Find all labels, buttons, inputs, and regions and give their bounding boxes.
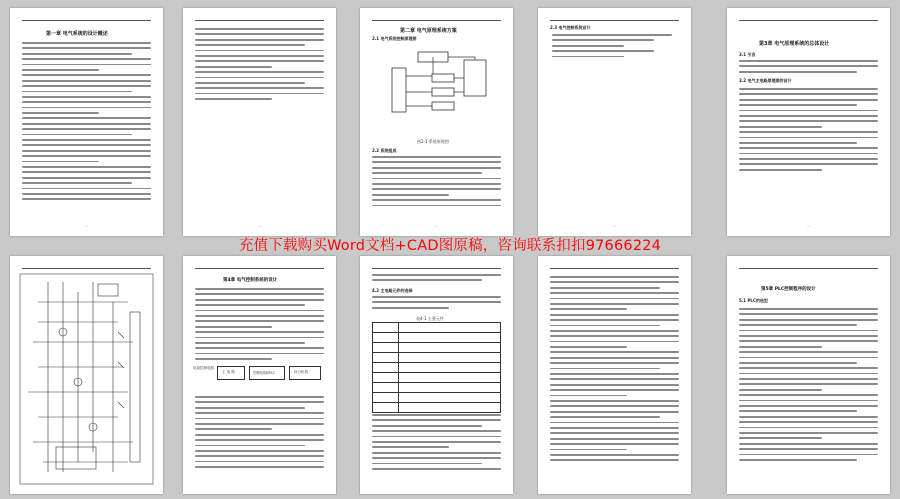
page-footer: —: [85, 224, 88, 228]
body-text: [22, 42, 151, 204]
section-heading: 3.1 引言: [739, 52, 756, 57]
body-text: [372, 296, 501, 312]
document-page-4[interactable]: [538, 8, 691, 236]
section-heading: 5.1 PLC的选型: [739, 298, 768, 303]
flow-box-control: [249, 366, 285, 380]
body-text: [552, 34, 672, 61]
document-page-3[interactable]: [360, 8, 513, 236]
page-header: [550, 263, 679, 269]
flow-box-label: 执行机构: [294, 370, 308, 374]
document-page-6[interactable]: [10, 256, 163, 494]
page-title: 第二章 电气原理系统方案: [400, 28, 457, 34]
section-heading: 2.1 电气系统控制原理图: [372, 36, 417, 41]
page-header: [739, 263, 878, 269]
page-header: [195, 15, 324, 21]
body-text: [372, 274, 501, 285]
page-header: [22, 263, 151, 269]
section-heading: 4.2 主电路元件的选择: [372, 288, 413, 293]
page-header: [195, 263, 324, 269]
page-header: [372, 15, 501, 21]
electrical-schematic-drawing: [18, 272, 155, 486]
document-page-2[interactable]: [183, 8, 336, 236]
page-footer: —: [435, 224, 438, 228]
flow-box-label: 控制电路和PLC: [253, 371, 275, 375]
section-heading: 2.3 电气控制系统设计: [550, 25, 591, 30]
page-header: [550, 15, 679, 21]
section-heading: 3.2 电气主电路原理图的设计: [739, 78, 792, 83]
page-header: [22, 15, 151, 21]
page-header: [372, 263, 501, 269]
body-text: [739, 60, 878, 76]
flow-box-main-circuit: [217, 366, 245, 380]
flow-box-label: 主 电 路: [222, 370, 235, 374]
table-caption: 表4-1 主要元件: [416, 316, 444, 321]
page-footer: —: [613, 224, 616, 228]
document-page-8[interactable]: [360, 256, 513, 494]
page-footer: —: [807, 224, 810, 228]
components-table: [372, 322, 501, 413]
document-page-7[interactable]: [183, 256, 336, 494]
download-banner: 充值下载购买Word文档+CAD图原稿，咨询联系扣扣97666224: [238, 238, 662, 254]
document-page-9[interactable]: [538, 256, 691, 494]
section-heading: 2.2 系统组成: [372, 148, 397, 153]
flow-box-actuator: [289, 366, 321, 380]
body-text: [550, 276, 679, 465]
body-text: [195, 28, 324, 103]
page-title: 第一章 电气系统的设计概述: [46, 31, 108, 37]
document-page-10[interactable]: [727, 256, 890, 494]
body-text: [372, 414, 501, 473]
system-block-diagram: [390, 46, 490, 126]
document-page-5[interactable]: [727, 8, 890, 236]
body-text: [739, 88, 878, 174]
page-title: 第3章 电气原理系统的总体设计: [759, 41, 830, 47]
page-footer: —: [258, 224, 261, 228]
page-header: [739, 15, 878, 21]
flow-label-power: 电源控制电路: [193, 366, 214, 370]
figure-caption: 图2-1 系统原理图: [417, 139, 449, 144]
body-text: [372, 156, 501, 210]
page-title: 第4章 电气控制系统的设计: [223, 278, 278, 283]
body-text: [739, 308, 878, 464]
page-title: 第5章 PLC控制程序的设计: [761, 287, 816, 292]
document-page-1[interactable]: [10, 8, 163, 236]
body-text: [195, 396, 324, 471]
body-text: [195, 288, 324, 363]
